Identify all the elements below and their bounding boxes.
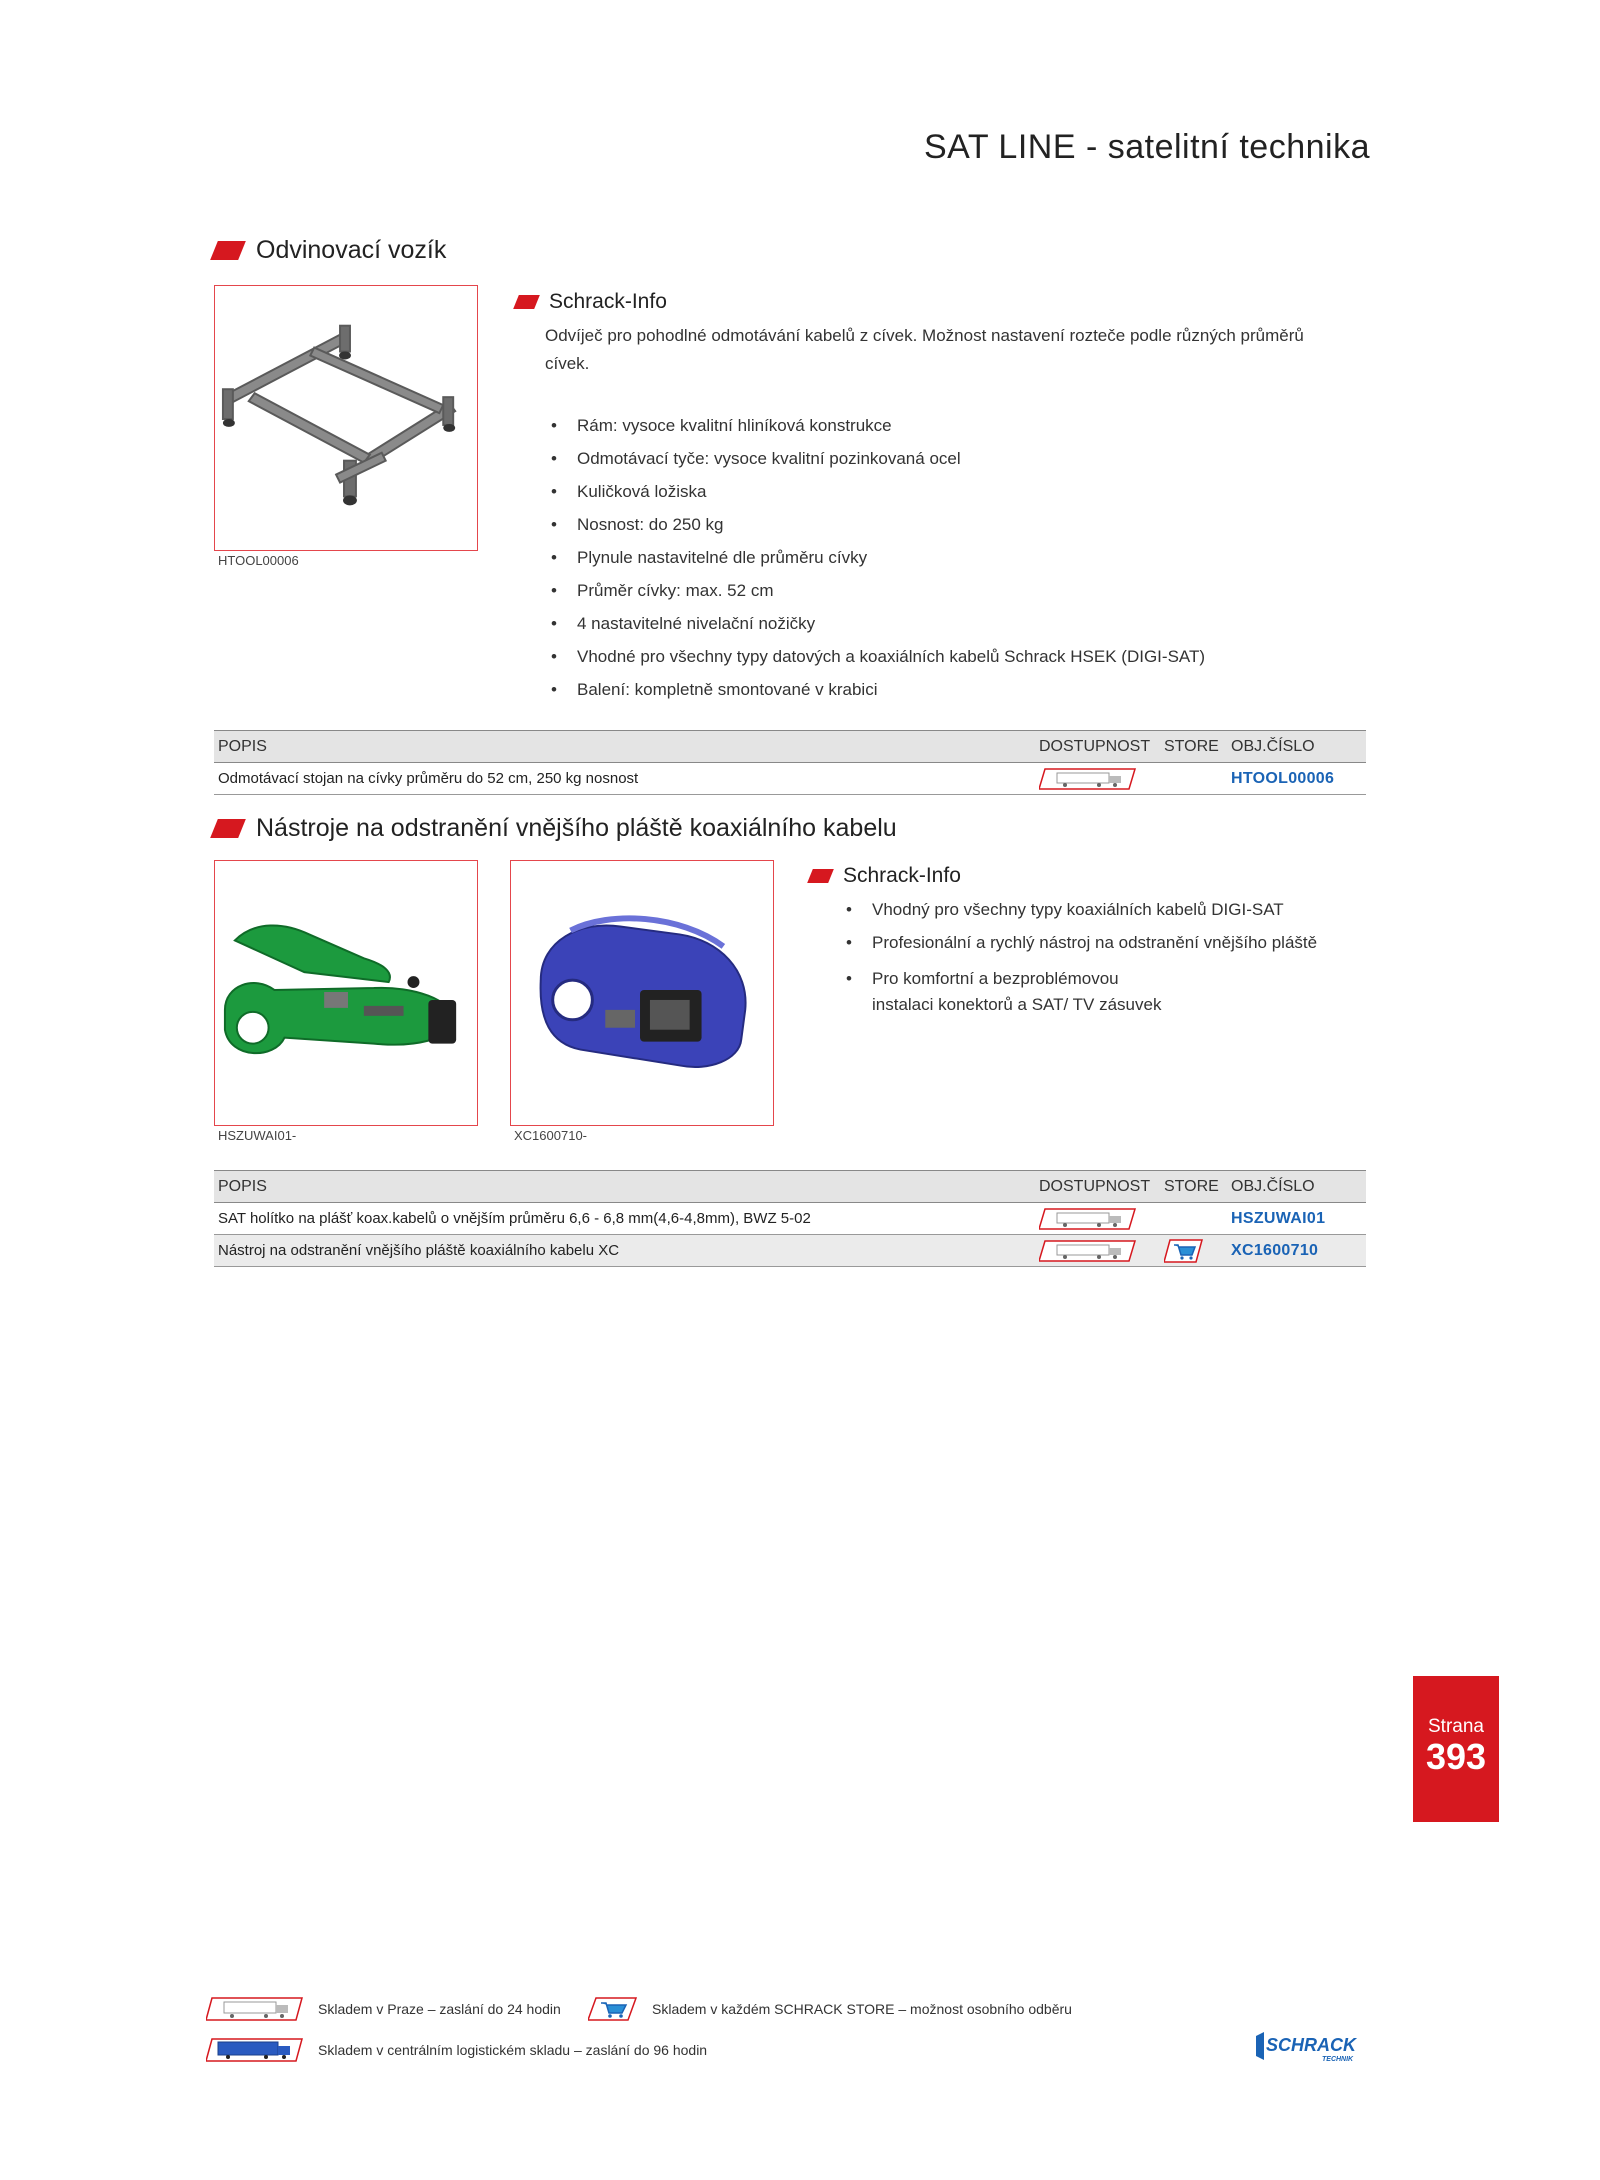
section-heading-text: Odvinovací vozík (256, 236, 447, 264)
table-row (214, 1203, 1366, 1235)
page-number: 393 (1425, 1736, 1487, 1777)
list-item: • Odmotávací tyče: vysoce kvalitní pozinkovaná ocel (545, 449, 1365, 482)
store-cell (1160, 763, 1227, 795)
info-flag-icon (513, 295, 540, 309)
list-item: • Kuličková ložiska (545, 482, 1365, 515)
info-flag-icon (807, 869, 834, 883)
row-description: Nástroj na odstranění vnějšího pláště koaxiálního kabelu XC (214, 1235, 1035, 1267)
column-header-description: POPIS (214, 1171, 1035, 1203)
availability-cell (1035, 1235, 1160, 1267)
section-flag-icon (210, 241, 246, 260)
list-item: • Balení: kompletně smontované v krabici (545, 680, 1365, 713)
product-image-blue-stripper (510, 860, 774, 1126)
legend-central (206, 2037, 707, 2063)
schrack-info-heading (810, 864, 961, 888)
row-description: SAT holítko na plášť koax.kabelů o vnějším průměru 6,6 - 6,8 mm(4,6-4,8mm), BWZ 5-02 (214, 1203, 1035, 1235)
legend-store (588, 1996, 1072, 2022)
section-heading-text: Nástroje na odstranění vnějšího pláště koaxiálního kabelu (256, 814, 897, 842)
page-label: Strana (1428, 1716, 1484, 1737)
order-number[interactable]: XC1600710 (1227, 1235, 1366, 1267)
section-flag-icon (210, 819, 246, 838)
truck-prague-icon (1039, 1207, 1137, 1231)
schrack-info-heading (516, 290, 667, 314)
order-number[interactable]: HTOOL00006 (1227, 763, 1366, 795)
order-number[interactable]: HSZUWAI01 (1227, 1203, 1366, 1235)
schrack-logo (1250, 2030, 1370, 2064)
logo-text: SCHRACK (1266, 2035, 1356, 2055)
availability-cell (1035, 1203, 1160, 1235)
column-header-availability: DOSTUPNOST (1035, 731, 1160, 763)
page-title: SAT LINE - satelitní technika (924, 128, 1370, 166)
list-item: • Rám: vysoce kvalitní hliníková konstrukce (545, 416, 1365, 449)
product-table (214, 1170, 1366, 1267)
feature-list (545, 416, 1365, 713)
table-row (214, 1235, 1366, 1267)
store-cell (1160, 1235, 1227, 1267)
row-description: Odmotávací stojan na cívky průměru do 52 cm, 250 kg nosnost (214, 763, 1035, 795)
column-header-description: POPIS (214, 731, 1035, 763)
blue-stripper-image (511, 861, 773, 1125)
legend-text: Skladem v každém SCHRACK STORE – možnost osobního odběru (652, 2001, 1072, 2017)
logo-subtext: TECHNIK (1322, 2056, 1354, 2063)
table-row (214, 763, 1366, 795)
page-number-tab (1413, 1676, 1499, 1822)
availability-cell (1035, 763, 1160, 795)
list-item: • Vhodný pro všechny typy koaxiálních kabelů DIGI-SAT (840, 900, 1360, 933)
product-table (214, 730, 1366, 795)
feature-list (840, 900, 1360, 1018)
list-item: • Nosnost: do 250 kg (545, 515, 1365, 548)
legend-prague (206, 1996, 561, 2022)
truck-central-icon (206, 2037, 304, 2063)
truck-prague-icon (1039, 1239, 1137, 1263)
info-heading-text: Schrack-Info (843, 864, 961, 887)
legend-text: Skladem v centrálním logistickém skladu – zaslání do 96 hodin (318, 2042, 708, 2058)
column-header-store: STORE (1160, 1171, 1227, 1203)
list-item: • Průměr cívky: max. 52 cm (545, 581, 1365, 614)
table-header-row (214, 1171, 1366, 1203)
product-image-trolley (214, 285, 478, 551)
table-header-row (214, 731, 1366, 763)
cable-trolley-image (215, 286, 477, 550)
image-caption: XC1600710- (514, 1128, 587, 1143)
truck-prague-icon (206, 1996, 304, 2022)
section-heading-cable-trolley (214, 236, 446, 265)
list-item: • Profesionální a rychlý nástroj na odstranění vnějšího pláště (840, 933, 1360, 966)
legend-text: Skladem v Praze – zaslání do 24 hodin (318, 2001, 561, 2017)
section-heading-coax-strippers (214, 814, 897, 843)
image-caption: HSZUWAI01- (218, 1128, 297, 1143)
cart-icon (588, 1996, 638, 2022)
column-header-order-number: OBJ.ČÍSLO (1227, 1171, 1366, 1203)
store-cell (1160, 1203, 1227, 1235)
list-item: • Vhodné pro všechny typy datových a koaxiálních kabelů Schrack HSEK (DIGI-SAT) (545, 647, 1365, 680)
product-description: Odvíječ pro pohodlné odmotávání kabelů z cívek. Možnost nastavení rozteče podle různých průměrů cívek. (545, 326, 1304, 373)
list-item: • Plynule nastavitelné dle průměru cívky (545, 548, 1365, 581)
green-stripper-image (215, 861, 477, 1125)
column-header-availability: DOSTUPNOST (1035, 1171, 1160, 1203)
truck-prague-icon (1039, 767, 1137, 791)
cart-icon (1164, 1238, 1204, 1264)
list-item: • 4 nastavitelné nivelační nožičky (545, 614, 1365, 647)
product-image-green-stripper (214, 860, 478, 1126)
info-heading-text: Schrack-Info (549, 290, 667, 313)
column-header-order-number: OBJ.ČÍSLO (1227, 731, 1366, 763)
list-item: • Pro komfortní a bezproblémovou instalaci konektorů a SAT/ TV zásuvek (840, 966, 1180, 1018)
column-header-store: STORE (1160, 731, 1227, 763)
image-caption: HTOOL00006 (218, 553, 299, 568)
